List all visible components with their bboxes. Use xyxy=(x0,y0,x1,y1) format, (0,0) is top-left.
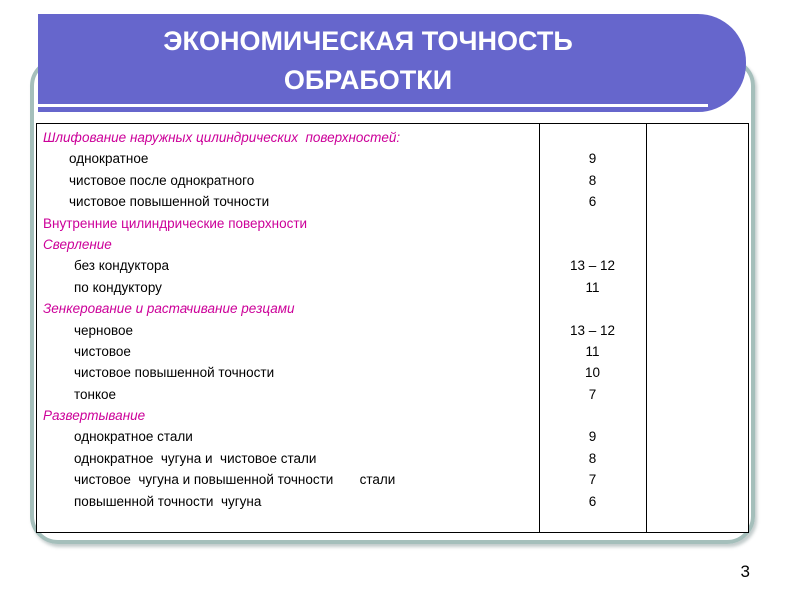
row-label: черновое xyxy=(74,322,134,338)
row-value: 6 xyxy=(588,194,597,210)
row-label: чистовое xyxy=(74,343,131,359)
table-row xyxy=(37,277,647,298)
row-value: 9 xyxy=(588,151,597,167)
table-row xyxy=(37,127,647,148)
row-value: 8 xyxy=(588,172,597,188)
slide-title-line2: ОБРАБОТКИ xyxy=(283,65,453,95)
table-row xyxy=(37,298,647,319)
row-label: Сверление xyxy=(43,236,112,252)
table-row xyxy=(37,426,647,447)
slide-title-line1: ЭКОНОМИЧЕСКАЯ ТОЧНОСТЬ xyxy=(163,26,573,56)
row-value: 7 xyxy=(588,472,597,488)
table-row xyxy=(37,320,647,341)
row-label: чистовое повышенной точности xyxy=(69,194,270,210)
row-label: без кондуктора xyxy=(74,258,169,274)
table-row xyxy=(37,341,647,362)
accuracy-table xyxy=(36,123,749,533)
table-row xyxy=(37,384,647,405)
row-value: 13 – 12 xyxy=(569,322,616,338)
row-label: однократное стали xyxy=(74,429,193,445)
row-label: по кондуктору xyxy=(74,279,162,295)
row-value: 11 xyxy=(585,343,600,359)
table-rows xyxy=(37,127,647,512)
row-value: 7 xyxy=(588,386,597,402)
row-value: 8 xyxy=(588,450,597,466)
table-row xyxy=(37,491,647,512)
row-label: однократное чугуна и чистовое стали xyxy=(74,450,317,466)
table-row xyxy=(37,148,647,169)
row-label: Шлифование наружных цилиндрических поверхностей: xyxy=(43,130,401,145)
row-value: 11 xyxy=(585,279,600,295)
row-label: чистовое после однократного xyxy=(69,172,255,188)
row-label: Развертывание xyxy=(43,408,146,424)
row-value: 9 xyxy=(588,429,597,445)
row-label: однократное xyxy=(69,151,149,167)
table-row xyxy=(37,191,647,212)
table-row xyxy=(37,469,647,490)
table-row xyxy=(37,170,647,191)
row-label: Зенкерование и растачивание резцами xyxy=(43,301,295,317)
row-label: Внутренние цилиндрические поверхности xyxy=(43,215,308,231)
table-row xyxy=(37,405,647,426)
row-label: чистовое чугуна и повышенной точности стали xyxy=(74,472,396,488)
table-row xyxy=(37,213,647,234)
table-row xyxy=(37,234,647,255)
row-value: 10 xyxy=(584,365,601,381)
table-row xyxy=(37,362,647,383)
row-value: 6 xyxy=(588,493,597,509)
row-label: повышенной точности чугуна xyxy=(74,493,262,509)
table-row xyxy=(37,255,647,276)
row-value: 13 – 12 xyxy=(569,258,616,274)
slide-title xyxy=(38,22,698,100)
table-row xyxy=(37,448,647,469)
banner-underline xyxy=(38,104,708,107)
page-number: 3 xyxy=(740,562,750,581)
row-label: тонкое xyxy=(74,386,117,402)
row-label: чистовое повышенной точности xyxy=(74,365,275,381)
